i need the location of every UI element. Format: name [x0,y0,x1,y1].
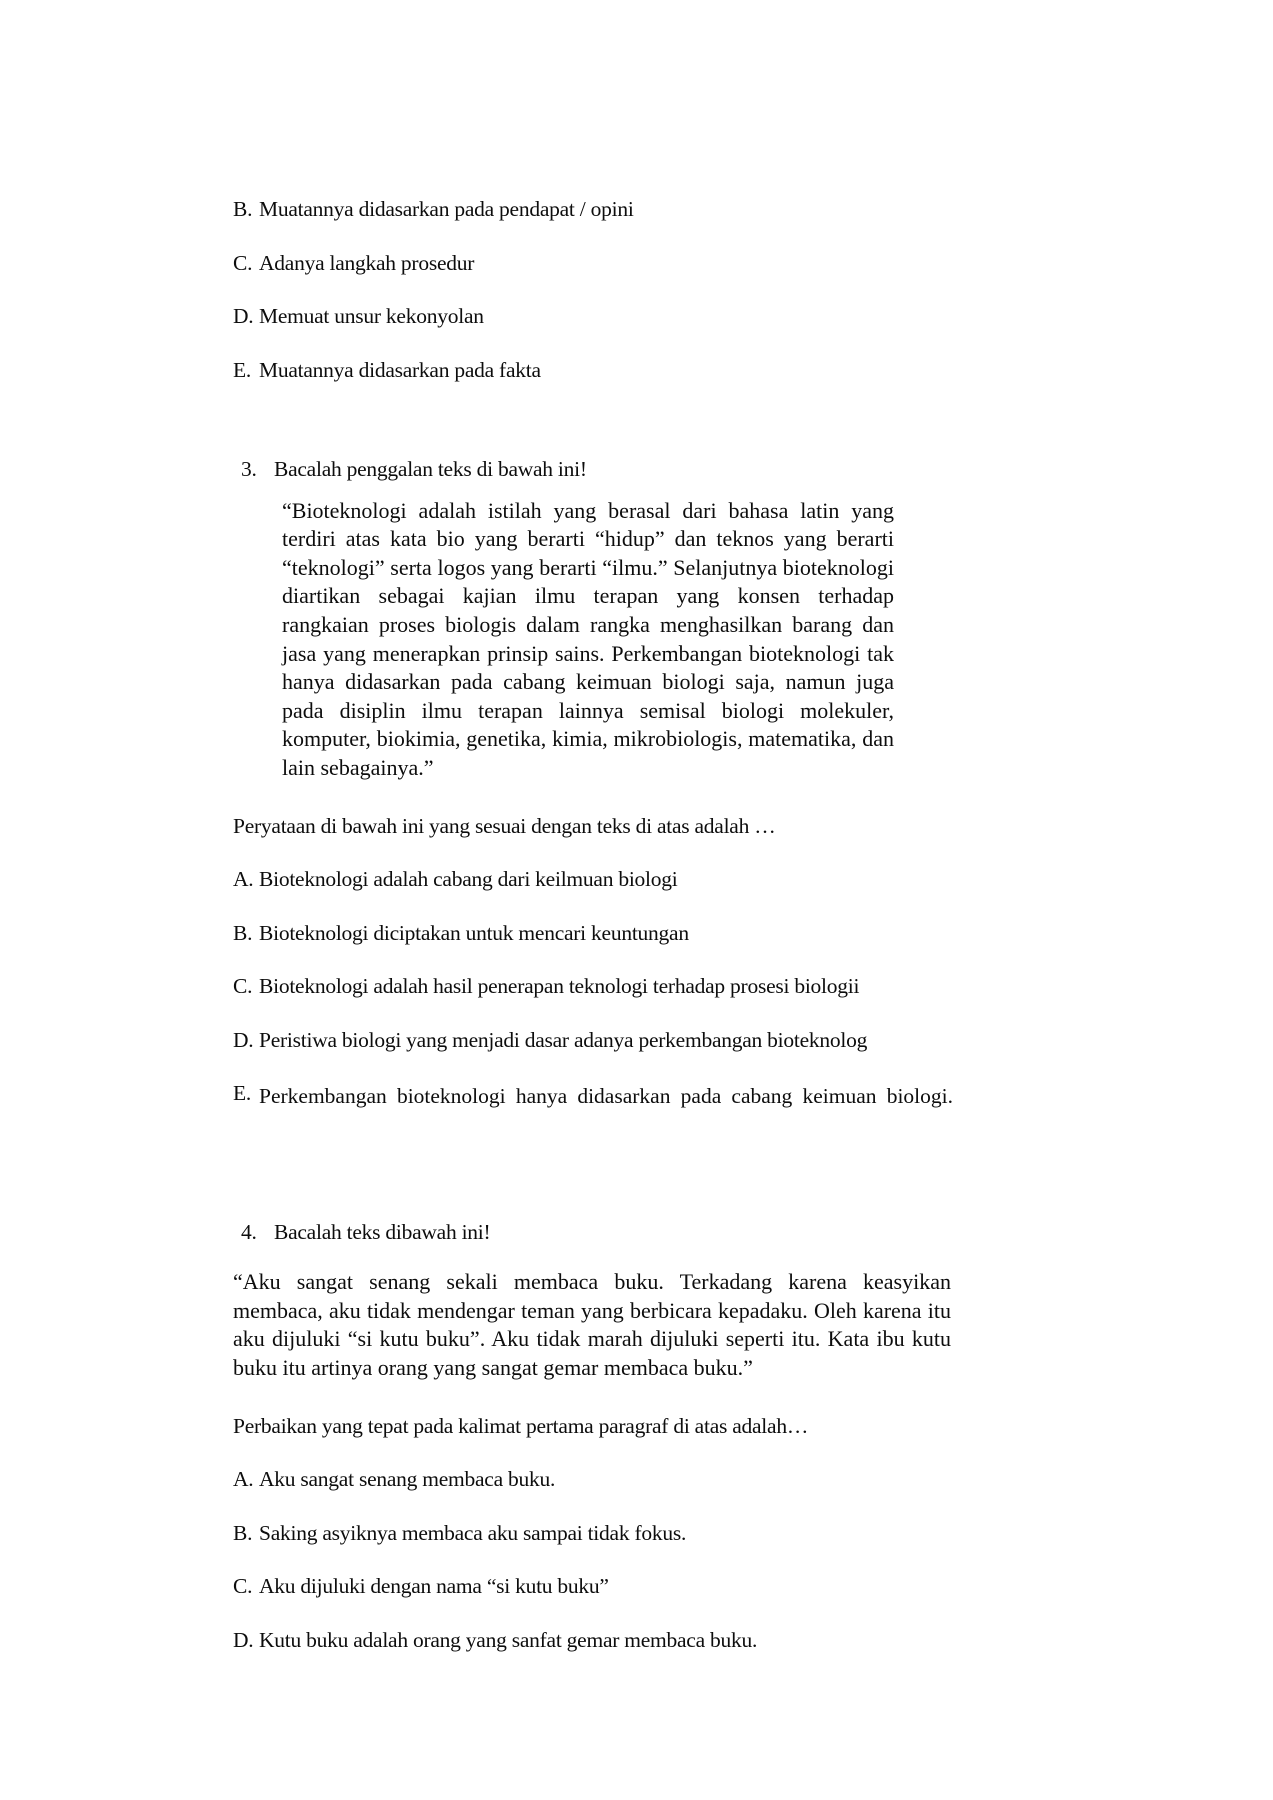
option-text: Saking asyiknya membaca aku sampai tidak fokus. [259,1520,687,1545]
option-text: Adanya langkah prosedur [259,250,475,275]
option-label: C. [233,1574,253,1599]
option-item [233,866,953,894]
question3-prompt-row [233,813,953,841]
question3-instruction-row [233,456,953,484]
option-label: E. [233,1081,252,1106]
option-label: A. [233,867,254,892]
option-item [233,196,953,224]
question-3 [233,456,953,1147]
question2-options-group [233,196,953,384]
option-text: Bioteknologi diciptakan untuk mencari keuntungan [259,920,689,945]
question3-prompt: Peryataan di bawah ini yang sesuai dengan teks di atas adalah … [233,813,776,838]
option-label: D. [233,1627,254,1652]
option-label: C. [233,974,253,999]
option-item [233,357,953,385]
option-text: Muatannya didasarkan pada fakta [259,357,541,382]
question4-instruction-row [233,1219,953,1247]
page-content [233,196,953,1680]
option-label: A. [233,1467,254,1492]
question-4 [233,1219,953,1654]
option-text: Bioteknologi adalah hasil penerapan teknologi terhadap prosesi biologii [259,974,860,999]
question3-passage: “Bioteknologi adalah istilah yang berasal dari bahasa latin yang terdiri atas kata bio yang berarti “hidup” dan teknos yang berarti “teknologi” serta logos yang berarti “ilmu.” Selanjutnya bioteknologi diartikan sebagai kajian ilmu terapan yang konsen terhadap rangkaian proses biologis dalam rangka menghasilkan barang dan jasa yang menerapkan prinsip sains. Perkembangan bioteknologi tak hanya didasarkan pada cabang keimuan biologi saja, namun juga pada disiplin ilmu terapan lainnya semisal biologi molekuler, komputer, biokimia, genetika, kimia, mikrobiologis, matematika, dan lain sebagainya.” [282,497,894,780]
option-item [233,1627,953,1655]
section-spacer [233,1173,953,1219]
option-item [233,250,953,278]
option-label: B. [233,197,253,221]
option-text: Aku dijuluki dengan nama “si kutu buku” [259,1574,609,1599]
option-text: Bioteknologi adalah cabang dari keilmuan biologi [259,867,678,892]
option-text: Peristiwa biologi yang menjadi dasar adanya perkembangan bioteknolog [259,1027,868,1052]
option-text: Muatannya didasarkan pada pendapat / opini [259,197,634,221]
option-item [233,973,953,1001]
option-text: Memuat unsur kekonyolan [259,304,484,329]
question4-passage: “Aku sangat senang sekali membaca buku. Terkadang karena keasyikan membaca, aku tidak mendengar teman yang berbicara kepadaku. Oleh karena itu aku dijuluki “si kutu buku”. Aku tidak marah dijuluki seperti itu. Kata ibu kutu buku itu artinya orang yang sangat gemar membaca buku.” [233,1269,951,1381]
option-item [233,920,953,948]
question-number: 4. [241,1219,257,1244]
question-instruction: Bacalah teks dibawah ini! [274,1219,491,1244]
question-instruction: Bacalah penggalan teks di bawah ini! [274,457,587,482]
option-item [233,1080,953,1147]
option-text: Kutu buku adalah orang yang sanfat gemar membaca buku. [259,1627,758,1652]
question-number: 3. [241,457,257,482]
option-item [233,1520,953,1548]
option-label: D. [233,1027,254,1052]
option-text: Perkembangan bioteknologi hanya didasarkan pada cabang keimuan biologi. [259,1084,953,1109]
option-label: E. [233,357,252,382]
option-text: Aku sangat senang membaca buku. [259,1467,556,1492]
question4-prompt: Perbaikan yang tepat pada kalimat pertama paragraf di atas adalah… [233,1413,809,1438]
option-label: C. [233,250,253,275]
option-item [233,1027,953,1055]
question4-prompt-row [233,1413,953,1441]
option-item [233,1573,953,1601]
option-label: B. [233,920,253,945]
passage-spacer [233,1383,953,1413]
section-spacer [233,410,953,456]
passage-spacer [233,783,953,813]
option-item [233,1466,953,1494]
option-label: B. [233,1520,253,1545]
option-item [233,303,953,331]
option-label: D. [233,304,254,329]
